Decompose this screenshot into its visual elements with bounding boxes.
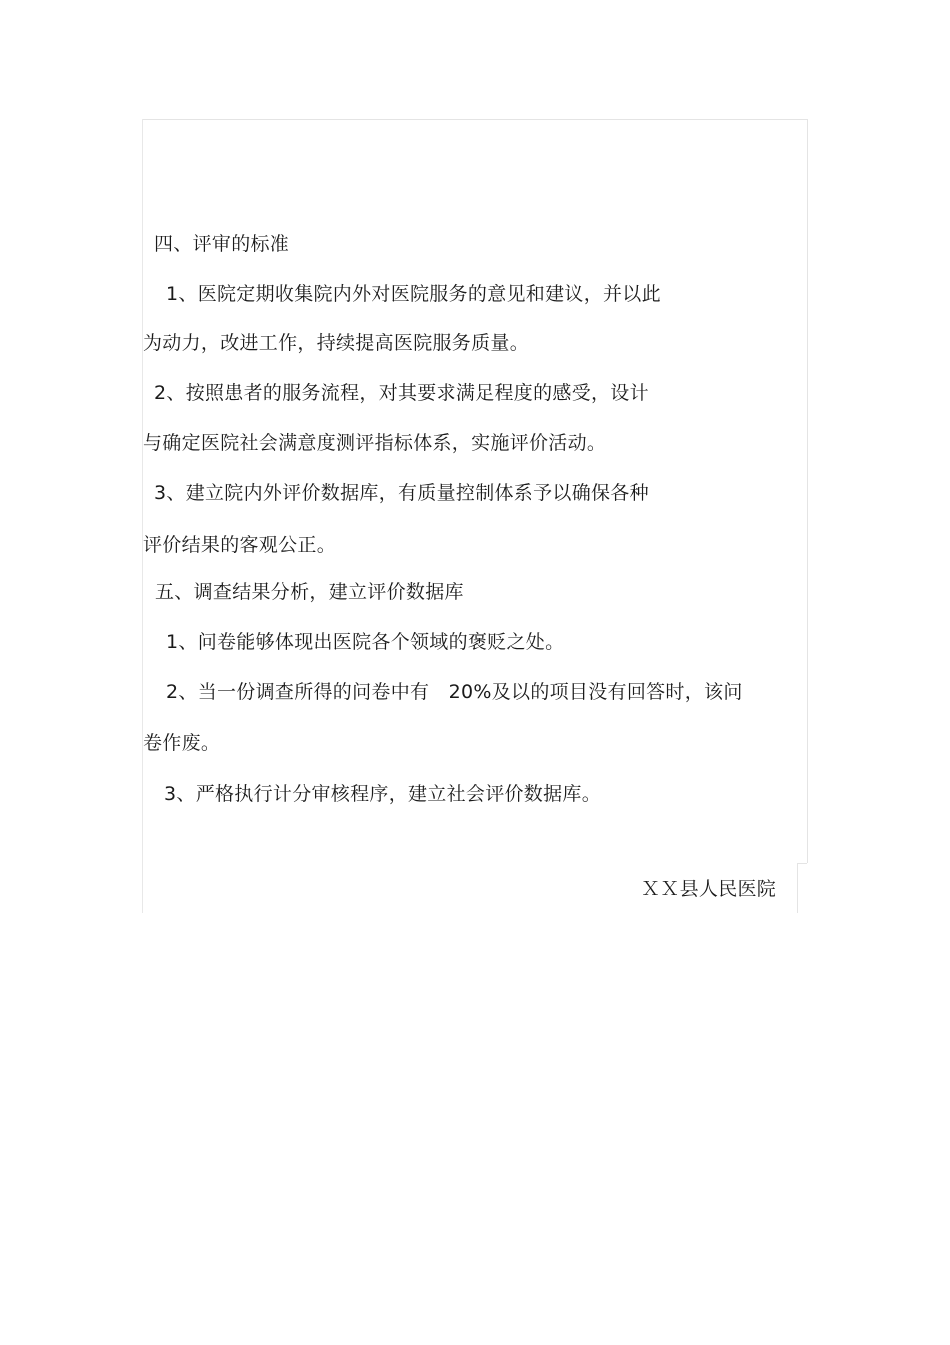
signature-hospital-name: ＸＸ县人民医院	[641, 878, 777, 900]
paragraph-line: 与确定医院社会满意度测评指标体系，实施评价活动。	[143, 432, 607, 454]
paragraph-line: 评价结果的客观公正。	[143, 534, 337, 556]
paragraph-line: 2、当一份调查所得的问卷中有 20%及以的项目没有回答时，该问	[166, 681, 743, 703]
paragraph-line: 卷作废。	[143, 732, 221, 754]
section-heading-review-standards: 四、评审的标准	[154, 233, 290, 255]
page-frame-step-border-vertical	[797, 863, 798, 913]
page-frame-left-border	[142, 119, 143, 913]
paragraph-line: 1、医院定期收集院内外对医院服务的意见和建议，并以此	[166, 283, 661, 305]
page-frame-right-border	[807, 119, 808, 863]
paragraph-line: 为动力，改进工作，持续提高医院服务质量。	[143, 332, 530, 354]
paragraph-line: 1、问卷能够体现出医院各个领域的褒贬之处。	[166, 631, 565, 653]
section-heading-survey-analysis: 五、调查结果分析，建立评价数据库	[155, 581, 464, 603]
page-frame-step-border	[797, 863, 807, 864]
page-frame-top-border	[142, 119, 808, 120]
paragraph-line: 3、严格执行计分审核程序，建立社会评价数据库。	[164, 783, 601, 805]
paragraph-line: 2、按照患者的服务流程，对其要求满足程度的感受，设计	[154, 382, 649, 404]
paragraph-line: 3、建立院内外评价数据库，有质量控制体系予以确保各种	[154, 482, 649, 504]
